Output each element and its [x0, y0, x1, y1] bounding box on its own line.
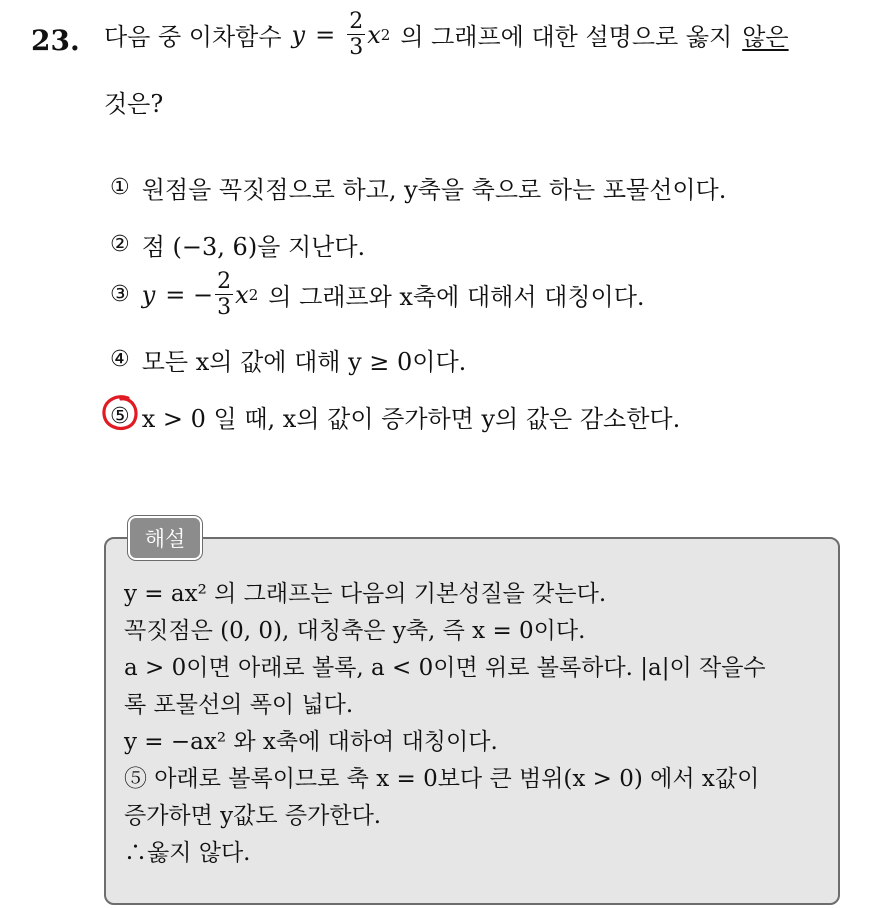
choice-3-eq-variable: y: [141, 280, 156, 309]
choice-1[interactable]: [110, 170, 726, 205]
question-text-after: 의 그래프에 대한 설명으로 옳지: [400, 23, 733, 52]
choice-5[interactable]: [110, 399, 680, 434]
question-underlined-word: 않은: [742, 23, 789, 52]
choice-3-mark: ③: [110, 282, 130, 308]
equation-variable: y: [291, 20, 306, 49]
choice-4-mark: ④: [110, 347, 130, 372]
explanation-line-4: 록 포물선의 폭이 넓다.: [124, 692, 354, 718]
equation-sign: =: [315, 20, 336, 49]
question-text: 다음 중 이차함수 y = $\frac{2}{3}$ x 2 의 그래프에 대한 설명으로 옳지 않은: [104, 9, 789, 61]
choice-5-text: x > 0 일 때, x의 값이 증가하면 y의 값은 감소한다.: [141, 405, 681, 433]
answer-circle-mark: [100, 393, 140, 433]
choice-2[interactable]: [110, 227, 365, 262]
choice-3-fraction-denominator: 3: [217, 295, 232, 321]
explanation-line-3: a > 0이면 아래로 볼록, a < 0이면 위로 볼록하다. |a|이 작을수: [124, 655, 766, 681]
explanation-line-8: ∴옳지 않다.: [124, 840, 251, 866]
question-text-line2: 것은?: [104, 90, 164, 118]
fraction-numerator: 2: [349, 9, 364, 34]
choice-3-fraction-numerator: 2: [217, 269, 232, 294]
choice-3-fraction: [215, 270, 233, 319]
choice-3[interactable]: ③ y = − $\frac{2}{3}$ x 2 의 그래프와 x축에 대해서 대칭이다.: [110, 269, 645, 321]
equation-x: x: [367, 20, 381, 49]
equation-fraction: [347, 10, 365, 59]
choice-4[interactable]: [110, 342, 466, 377]
explanation-line-2: 꼭짓점은 (0, 0), 대칭축은 y축, 즉 x = 0이다.: [124, 618, 586, 644]
choice-3-text: 의 그래프와 x축에 대해서 대칭이다.: [268, 283, 645, 312]
explanation-line-7: 증가하면 y값도 증가한다.: [124, 803, 382, 829]
explanation-line-1: y = ax² 의 그래프는 다음의 기본성질을 갖는다.: [124, 581, 607, 607]
question-text-before: 다음 중 이차함수: [104, 23, 282, 52]
choice-3-eq-sign: = −: [165, 280, 214, 309]
choice-4-text: 모든 x의 값에 대해 y ≥ 0이다.: [141, 348, 467, 376]
choice-2-text: 점 (−3, 6)을 지난다.: [141, 233, 366, 261]
choice-3-eq-x: x: [235, 280, 249, 309]
fraction-denominator: 3: [349, 35, 364, 61]
choice-5-mark: ⑤: [110, 404, 130, 429]
explanation-line-5: y = −ax² 와 x축에 대하여 대칭이다.: [124, 729, 498, 755]
question-number: 23.: [31, 24, 80, 57]
explanation-line-6: ⑤ 아래로 볼록이므로 축 x = 0보다 큰 범위(x > 0) 에서 x값이: [124, 766, 760, 792]
explanation-tag: 해설: [128, 516, 202, 560]
choice-1-mark: ①: [110, 175, 130, 200]
choice-2-mark: ②: [110, 232, 130, 257]
choice-1-text: 원점을 꼭짓점으로 하고, y축을 축으로 하는 포물선이다.: [141, 176, 727, 204]
